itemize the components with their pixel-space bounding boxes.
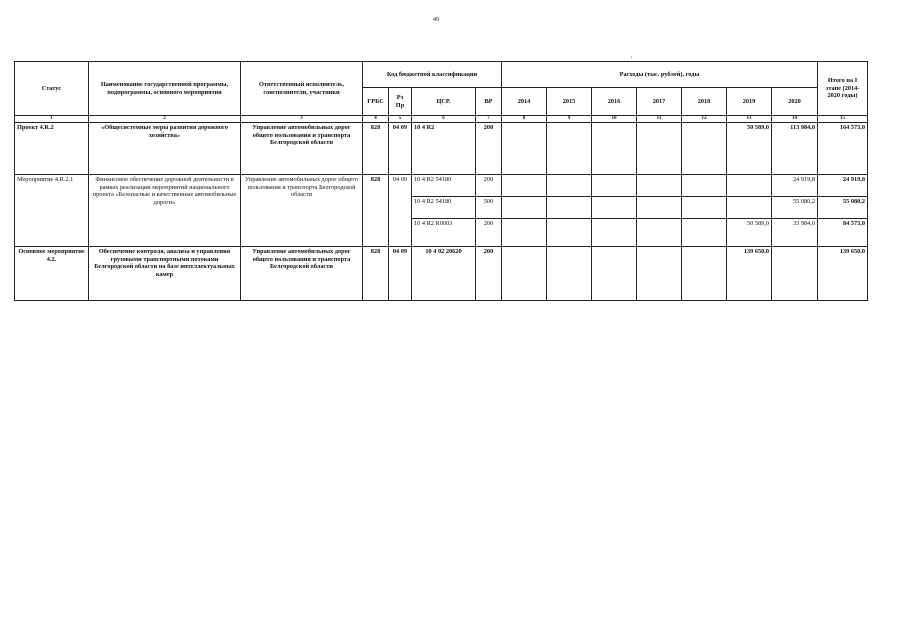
row-year-2017	[637, 219, 682, 247]
table-row-project	[15, 123, 868, 175]
row-executor: Управление автомобильных дорог общего пользования и транспорта Белгородской области	[241, 175, 363, 247]
row-rz: 04 09	[389, 123, 412, 175]
col-num: 6	[412, 116, 476, 123]
row-year-2020: 55 080,2	[772, 197, 818, 219]
row-grbs: 828	[363, 247, 389, 301]
col-num: 13	[727, 116, 772, 123]
col-num: 12	[682, 116, 727, 123]
row-year-2018	[682, 247, 727, 301]
header-total: Итого на I этапе (2014-2020 годы)	[818, 62, 868, 116]
row-grbs: 828	[363, 123, 389, 175]
row-year-2020	[772, 247, 818, 301]
header-program-name: Наименование государственной программы, подпрограммы, основного мероприятия	[89, 62, 241, 116]
row-total: 84 573,0	[818, 219, 868, 247]
row-csr: 10 4 R2 54180	[412, 197, 476, 219]
row-year-2014	[502, 247, 547, 301]
col-num: 3	[241, 116, 363, 123]
header-year-2019: 2019	[727, 88, 772, 116]
col-num: 14	[772, 116, 818, 123]
header-year-2020: 2020	[772, 88, 818, 116]
row-year-2017	[637, 175, 682, 197]
header-grbs: ГРБС	[363, 88, 389, 116]
row-name: Обеспечение контроля, анализа и управления грузовыми транспортными потоками Белгородской области на базе интеллектуальных камер	[89, 247, 241, 301]
row-year-2017	[637, 247, 682, 301]
col-num: 8	[502, 116, 547, 123]
budget-table	[14, 61, 868, 301]
header-year-2014: 2014	[502, 88, 547, 116]
row-year-2016	[592, 175, 637, 197]
col-num: 11	[637, 116, 682, 123]
row-year-2019: 50 589,0	[727, 123, 772, 175]
row-year-2020: 113 984,0	[772, 123, 818, 175]
row-year-2016	[592, 219, 637, 247]
row-csr: 10 4 02 20620	[412, 247, 476, 301]
row-vr: 200	[476, 123, 502, 175]
row-year-2019	[727, 197, 772, 219]
page-number: 49	[433, 17, 439, 23]
col-num: 2	[89, 116, 241, 123]
row-csr: 10 4 R2 54180	[412, 175, 476, 197]
row-status: Мероприятие 4.R.2.1	[15, 175, 89, 247]
col-num: 4	[363, 116, 389, 123]
row-executor: Управление автомобильных дорог общего пользования и транспорта Белгородской области	[241, 123, 363, 175]
row-year-2019: 50 589,0	[727, 219, 772, 247]
row-total: 24 919,8	[818, 175, 868, 197]
header-year-2016: 2016	[592, 88, 637, 116]
column-number-row	[15, 116, 868, 123]
row-status: Проект 4.R.2	[15, 123, 89, 175]
header-executor: Ответственный исполнитель, соисполнители, участники	[241, 62, 363, 116]
row-rz: 04 09	[389, 247, 412, 301]
header-budget-code: Код бюджетной классификации	[363, 62, 502, 88]
header-vr: ВР	[476, 88, 502, 116]
row-year-2019: 139 650,0	[727, 247, 772, 301]
row-year-2018	[682, 175, 727, 197]
table-row-activity	[15, 175, 868, 197]
row-year-2016	[592, 247, 637, 301]
row-year-2015	[547, 123, 592, 175]
row-year-2015	[547, 247, 592, 301]
header-expenses: Расходы (тыс. рублей), годы	[502, 62, 818, 88]
row-year-2015	[547, 175, 592, 197]
row-name: «Общесистемные меры развития дорожного хозяйства»	[89, 123, 241, 175]
row-year-2014	[502, 123, 547, 175]
row-year-2014	[502, 197, 547, 219]
table-row-main-activity	[15, 247, 868, 301]
row-csr: 10 4 R2 R0003	[412, 219, 476, 247]
row-year-2016	[592, 197, 637, 219]
row-csr: 10 4 R2	[412, 123, 476, 175]
row-total: 164 573,0	[818, 123, 868, 175]
col-num: 7	[476, 116, 502, 123]
header-status: Статус	[15, 62, 89, 116]
row-year-2019	[727, 175, 772, 197]
row-vr: 200	[476, 175, 502, 197]
header-year-2015: 2015	[547, 88, 592, 116]
col-num: 1	[15, 116, 89, 123]
row-year-2018	[682, 219, 727, 247]
col-num: 10	[592, 116, 637, 123]
header-row	[15, 62, 868, 88]
header-csr: ЦСР.	[412, 88, 476, 116]
row-status: Основное мероприятие 4.2.	[15, 247, 89, 301]
row-year-2018	[682, 197, 727, 219]
header-year-2018: 2018	[682, 88, 727, 116]
row-year-2015	[547, 219, 592, 247]
row-vr: 500	[476, 197, 502, 219]
col-num: 15	[818, 116, 868, 123]
row-year-2014	[502, 219, 547, 247]
row-vr: 200	[476, 247, 502, 301]
col-num: 5	[389, 116, 412, 123]
header-rz: Рз Пр	[389, 88, 412, 116]
row-total: 139 650,0	[818, 247, 868, 301]
row-year-2017	[637, 123, 682, 175]
header-year-2017: 2017	[637, 88, 682, 116]
row-executor: Управление автомобильных дорог общего пользования и транспорта Белгородской области	[241, 247, 363, 301]
row-year-2018	[682, 123, 727, 175]
row-rz: 04 09	[389, 175, 412, 247]
col-num: 9	[547, 116, 592, 123]
row-name: Финансовое обеспечение дорожной деятельности в рамках реализации мероприятий национального проекта «Безопасные и качественные автомобильные дороги»	[89, 175, 241, 247]
row-total: 55 080,2	[818, 197, 868, 219]
row-grbs: 828	[363, 175, 389, 247]
row-year-2020: 33 984,0	[772, 219, 818, 247]
row-year-2016	[592, 123, 637, 175]
row-year-2015	[547, 197, 592, 219]
row-year-2017	[637, 197, 682, 219]
row-year-2020: 24 919,8	[772, 175, 818, 197]
scan-dot: ,	[631, 53, 633, 59]
row-vr: 200	[476, 219, 502, 247]
row-year-2014	[502, 175, 547, 197]
